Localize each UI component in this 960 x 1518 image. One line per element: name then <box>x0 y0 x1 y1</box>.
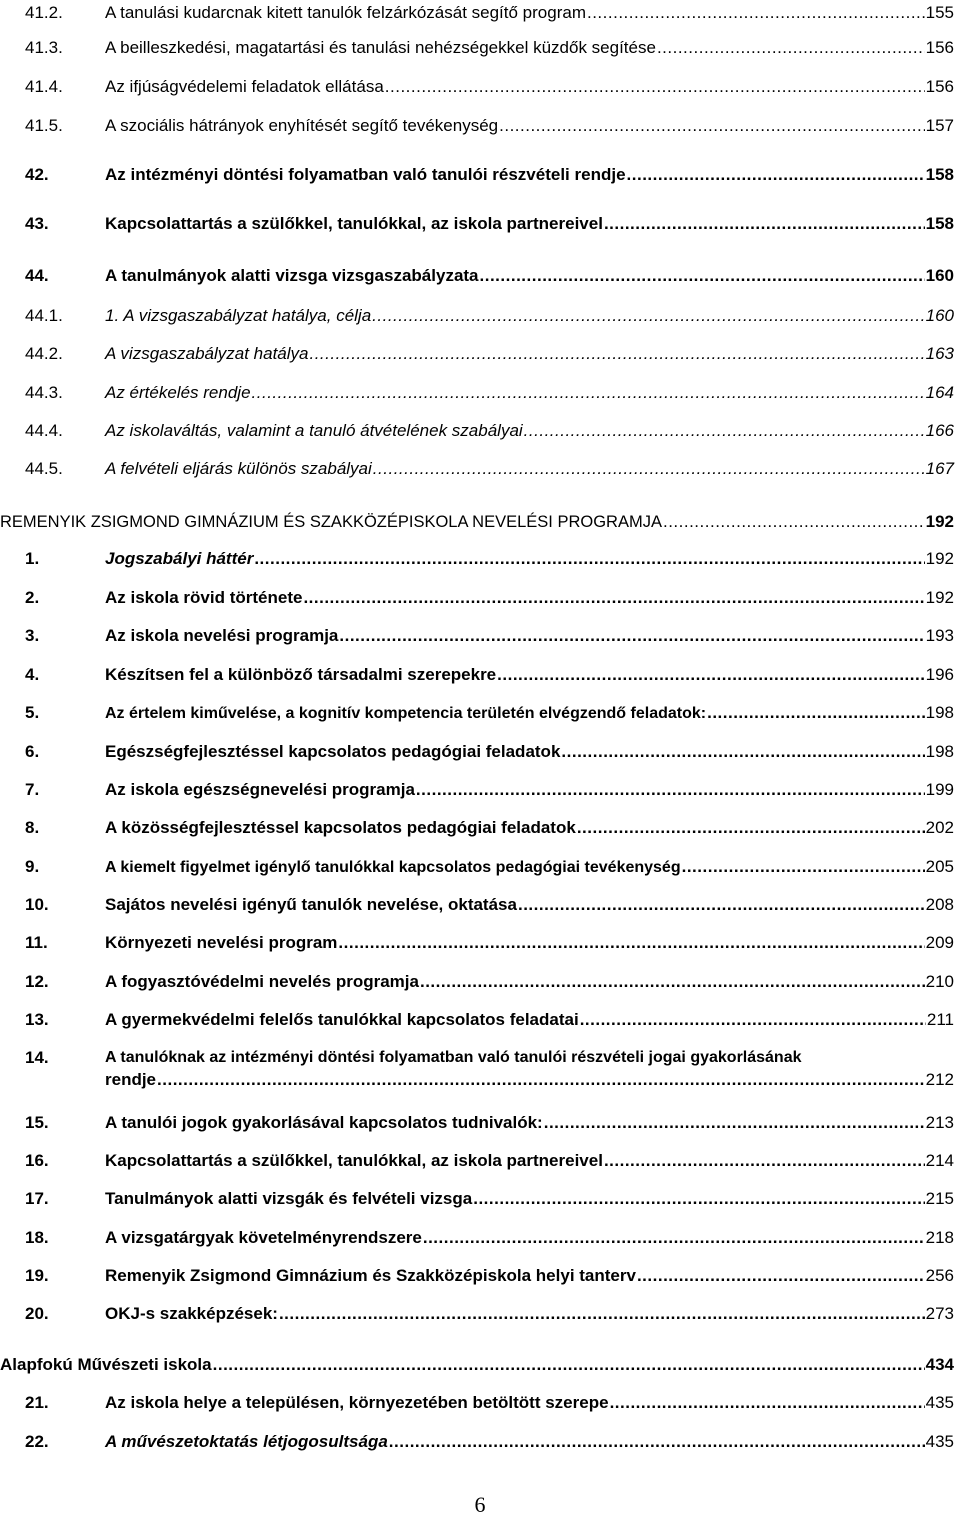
toc-page: 156 <box>925 38 954 57</box>
toc-title: Az iskola helye a településen, környezetében betöltött szerepe <box>105 1393 609 1412</box>
toc-page: 196 <box>925 665 954 684</box>
toc-title: Az iskola egészségnevelési programja <box>105 780 415 799</box>
page-number: 6 <box>474 1492 486 1517</box>
toc-title: Az iskola nevelési programja <box>105 626 339 645</box>
dot-leader <box>157 1069 925 1091</box>
toc-number: 21. <box>25 1393 49 1412</box>
dot-leader <box>252 382 925 404</box>
dot-leader <box>637 1265 925 1287</box>
toc-number: 1. <box>25 549 40 568</box>
toc-page: 214 <box>925 1151 954 1170</box>
toc-number: 12. <box>25 972 49 991</box>
toc-title: Az iskolaváltás, valamint a tanuló átvételének szabályai <box>105 421 523 440</box>
toc-page: 215 <box>925 1189 954 1208</box>
toc-page: 157 <box>925 116 954 135</box>
toc-title: A vizsgatárgyak követelményrendszere <box>105 1228 422 1247</box>
toc-page: 158 <box>925 165 954 184</box>
toc-page: 193 <box>925 626 954 645</box>
toc-number: 5. <box>25 703 40 722</box>
dot-leader <box>303 587 924 609</box>
toc-number: 8. <box>25 818 40 837</box>
toc-title: Jogszabályi háttér <box>105 549 254 568</box>
dot-leader <box>707 702 925 724</box>
toc-page: 198 <box>925 703 954 722</box>
toc-number: 44.2. <box>25 344 63 363</box>
toc-title: Sajátos nevelési igényű tanulók nevelése, oktatása <box>105 895 517 914</box>
toc-page: 212 <box>925 1070 954 1089</box>
toc-page: 156 <box>925 77 954 96</box>
toc-page: 164 <box>925 383 954 402</box>
dot-leader <box>473 1188 924 1210</box>
toc-page: 167 <box>925 459 954 478</box>
dot-leader <box>389 1431 925 1453</box>
toc-page: 192 <box>925 549 954 568</box>
toc-page: 160 <box>925 266 954 285</box>
toc-number: 11. <box>25 933 48 952</box>
toc-page: 211 <box>926 1010 954 1029</box>
toc-page: 166 <box>925 421 954 440</box>
toc-page: 218 <box>925 1228 954 1247</box>
dot-leader <box>499 115 925 137</box>
toc-title: Környezeti nevelési program <box>105 933 338 952</box>
dot-leader <box>577 817 925 839</box>
toc-number: 22. <box>25 1432 49 1451</box>
toc-title: A tanulmányok alatti vizsga vizsgaszabályzata <box>105 266 479 285</box>
toc-title: A felvételi eljárás különös szabályai <box>105 459 372 478</box>
toc-number: 13. <box>25 1010 49 1029</box>
toc-title: A tanulói jogok gyakorlásával kapcsolatos tudnivalók: <box>105 1113 543 1132</box>
dot-leader <box>524 420 925 442</box>
toc-number: 2. <box>25 588 40 607</box>
toc-page: 199 <box>925 780 954 799</box>
toc-number: 3. <box>25 626 40 645</box>
toc-page: 210 <box>925 972 954 991</box>
toc-title: A beilleszkedési, magatartási és tanulási nehézségekkel küzdők segítése <box>105 38 656 57</box>
toc-title: A gyermekvédelmi felelős tanulókkal kapcsolatos feladatai <box>105 1010 579 1029</box>
toc-number: 20. <box>25 1304 49 1323</box>
dot-leader <box>423 1227 925 1249</box>
toc-title: Kapcsolattartás a szülőkkel, tanulókkal, az iskola partnereivel <box>105 214 603 233</box>
toc-number: 42. <box>25 165 49 184</box>
dot-leader <box>518 894 925 916</box>
toc-number: 6. <box>25 742 40 761</box>
toc-number: 14. <box>25 1048 49 1067</box>
toc-section-title: Alapfokú Művészeti iskola <box>0 1355 212 1374</box>
dot-leader <box>663 511 925 533</box>
toc-page: 256 <box>925 1266 954 1285</box>
toc-page: 213 <box>925 1113 954 1132</box>
dot-leader <box>627 164 925 186</box>
toc-number: 18. <box>25 1228 49 1247</box>
toc-title: OKJ-s szakképzések: <box>105 1304 278 1323</box>
toc-number: 41.2. <box>25 3 63 22</box>
toc-page: 163 <box>925 344 954 363</box>
toc-page: 192 <box>925 588 954 607</box>
toc-number: 41.3. <box>25 38 63 57</box>
toc-title: A vizsgaszabályzat hatálya <box>105 344 309 363</box>
toc-title-line1: A tanulóknak az intézményi döntési folyamatban való tanulói részvételi jogai gyakorlásának <box>105 1049 802 1066</box>
toc-number: 44. <box>25 266 49 285</box>
toc-title: Tanulmányok alatti vizsgák és felvételi vizsga <box>105 1189 473 1208</box>
toc-number: 44.4. <box>25 421 63 440</box>
toc-number: 15. <box>25 1113 49 1132</box>
toc-title: A közösségfejlesztéssel kapcsolatos pedagógiai feladatok <box>105 818 576 837</box>
toc-page: 192 <box>925 512 954 531</box>
dot-leader <box>682 856 925 878</box>
dot-leader <box>604 1150 925 1172</box>
toc-title: Az értékelés rendje <box>105 383 251 402</box>
toc-number: 44.5. <box>25 459 63 478</box>
toc-number: 4. <box>25 665 40 684</box>
dot-leader <box>279 1303 925 1325</box>
dot-leader <box>480 265 925 287</box>
toc-title: Remenyik Zsigmond Gimnázium és Szakközépiskola helyi tanterv <box>105 1266 636 1285</box>
toc-title: Az értelem kiművelése, a kognitív kompetencia területén elvégzendő feladatok: <box>105 705 707 722</box>
dot-leader <box>338 932 924 954</box>
dot-leader <box>587 2 925 24</box>
toc-page: 205 <box>925 857 954 876</box>
toc-title: Az intézményi döntési folyamatban való tanulói részvételi rendje <box>105 165 626 184</box>
toc-number: 41.4. <box>25 77 63 96</box>
toc-page: 202 <box>925 818 954 837</box>
toc-title: A szociális hátrányok enyhítését segítő tevékenység <box>105 116 499 135</box>
toc-number: 10. <box>25 895 49 914</box>
toc-number: 9. <box>25 857 40 876</box>
toc-number: 43. <box>25 214 49 233</box>
dot-leader <box>610 1392 925 1414</box>
toc-title: A fogyasztóvédelmi nevelés programja <box>105 972 419 991</box>
dot-leader <box>372 305 924 327</box>
toc-page: 158 <box>925 214 954 233</box>
toc-title: 1. A vizsgaszabályzat hatálya, célja <box>105 306 372 325</box>
toc-title: Az iskola rövid története <box>105 588 303 607</box>
toc-number: 44.1. <box>25 306 63 325</box>
dot-leader <box>580 1009 926 1031</box>
toc-title: Készítsen fel a különböző társadalmi szerepekre <box>105 665 497 684</box>
dot-leader <box>339 625 924 647</box>
dot-leader <box>420 971 925 993</box>
dot-leader <box>385 76 925 98</box>
toc-section-title: REMENYIK ZSIGMOND GIMNÁZIUM ÉS SZAKKÖZÉPISKOLA NEVELÉSI PROGRAMJA <box>0 513 662 531</box>
toc-number: 41.5. <box>25 116 63 135</box>
toc-number: 44.3. <box>25 383 63 402</box>
dot-leader <box>373 458 925 480</box>
dot-leader <box>254 548 924 570</box>
toc-title: Az ifjúságvédelemi feladatok ellátása <box>105 77 384 96</box>
toc-page: 160 <box>925 306 954 325</box>
dot-leader <box>309 343 924 365</box>
toc-page: 273 <box>925 1304 954 1323</box>
toc-page: 198 <box>925 742 954 761</box>
toc-title: Kapcsolattartás a szülőkkel, tanulókkal, az iskola partnereivel <box>105 1151 603 1170</box>
dot-leader <box>213 1354 925 1376</box>
toc-title: A művészetoktatás létjogosultsága <box>105 1432 388 1451</box>
toc-number: 17. <box>25 1189 49 1208</box>
dot-leader <box>604 213 925 235</box>
toc-page: 434 <box>925 1355 954 1374</box>
toc-page: 208 <box>925 895 954 914</box>
toc-title: Egészségfejlesztéssel kapcsolatos pedagógiai feladatok <box>105 742 561 761</box>
toc-page: 209 <box>925 933 954 952</box>
toc-title: A tanulási kudarcnak kitett tanulók felzárkózását segítő program <box>105 3 586 22</box>
dot-leader <box>561 741 924 763</box>
toc-number: 16. <box>25 1151 49 1170</box>
toc-page: 435 <box>925 1432 954 1451</box>
toc-page: 155 <box>925 3 954 22</box>
toc-number: 19. <box>25 1266 49 1285</box>
dot-leader <box>657 37 925 59</box>
toc-number: 7. <box>25 780 40 799</box>
toc-page: 435 <box>925 1393 954 1412</box>
dot-leader <box>416 779 925 801</box>
dot-leader <box>497 664 924 686</box>
toc-title: A kiemelt figyelmet igénylő tanulókkal kapcsolatos pedagógiai tevékenység <box>105 859 681 876</box>
toc-title: rendje <box>105 1070 157 1089</box>
dot-leader <box>544 1112 925 1134</box>
